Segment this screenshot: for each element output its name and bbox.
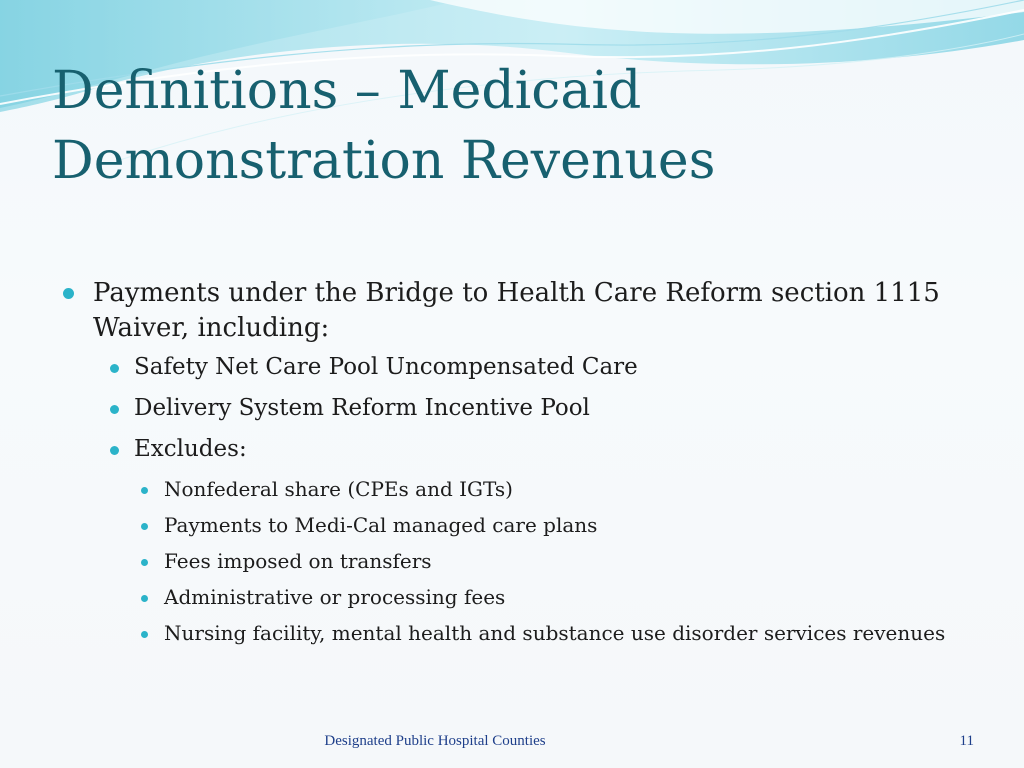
title-line-2: Demonstration Revenues (52, 131, 716, 191)
exclusion-text: Nursing facility, mental health and substance use disorder services revenues (164, 621, 946, 645)
bullet-dot-icon (141, 487, 148, 494)
sub-bullet (60, 434, 960, 465)
bullet-main (60, 276, 960, 346)
exclusion-item (60, 583, 960, 611)
exclusion-item (60, 547, 960, 575)
bullet-list (60, 276, 960, 655)
slide-title (52, 56, 992, 196)
footer (0, 733, 1024, 753)
title-line-1: Definitions – Medicaid (52, 61, 642, 121)
sub-bullet (60, 352, 960, 383)
bullet-dot-icon (63, 288, 74, 299)
sub-bullet-text: Delivery System Reform Incentive Pool (134, 395, 590, 421)
exclusion-text: Payments to Medi-Cal managed care plans (164, 513, 598, 537)
bullet-dot-icon (141, 631, 148, 638)
bullet-dot-icon (110, 364, 119, 373)
page-number: 11 (959, 733, 974, 749)
bullet-dot-icon (141, 559, 148, 566)
bullet-dot-icon (110, 405, 119, 414)
exclusion-text: Administrative or processing fees (164, 585, 506, 609)
exclusion-item (60, 475, 960, 503)
sub-bullet (60, 393, 960, 424)
sub-bullet-text: Safety Net Care Pool Uncompensated Care (134, 354, 638, 380)
exclusion-item (60, 511, 960, 539)
bullet-text: Payments under the Bridge to Health Care Reform section 1115 Waiver, including: (93, 278, 940, 343)
exclusion-item (60, 619, 960, 647)
sub-bullet-text: Excludes: (134, 436, 247, 462)
bullet-dot-icon (141, 523, 148, 530)
bullet-dot-icon (110, 446, 119, 455)
bullet-dot-icon (141, 595, 148, 602)
exclusion-text: Nonfederal share (CPEs and IGTs) (164, 477, 513, 501)
exclusion-text: Fees imposed on transfers (164, 549, 432, 573)
footer-text: Designated Public Hospital Counties (324, 733, 546, 749)
